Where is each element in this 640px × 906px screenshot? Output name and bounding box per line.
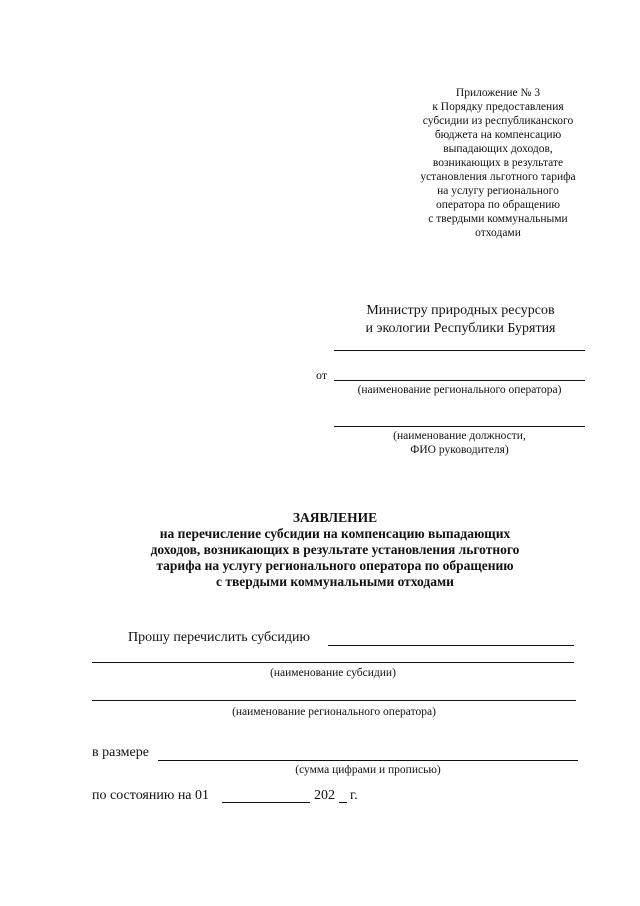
date-year-fill-line[interactable] (339, 802, 347, 803)
amount-fill-line[interactable] (158, 760, 578, 761)
date-month-fill-line[interactable] (222, 802, 310, 803)
appendix-line: на услугу регионального (437, 185, 559, 197)
appendix-line: бюджета на компенсацию (434, 129, 562, 141)
operator-name-fill-line[interactable] (92, 700, 576, 701)
date-suffix: г. (350, 788, 358, 803)
title-line: доходов, возникающих в результате установления льготного (150, 542, 520, 557)
amount-caption: (сумма цифрами и прописью) (295, 764, 441, 776)
title-line: на перечисление субсидии на компенсацию выпадающих (159, 526, 511, 541)
addressee-underline (334, 350, 585, 351)
subsidy-caption: (наименование субсидии) (270, 667, 396, 679)
position-fill-line[interactable] (334, 426, 585, 427)
date-year: 202 (314, 788, 335, 803)
title-heading: ЗАЯВЛЕНИЕ (292, 510, 378, 525)
addressee-line-2: и экологии Республики Бурятия (365, 321, 556, 336)
amount-prefix: в размере (92, 745, 149, 760)
appendix-line: выпадающих доходов, (443, 143, 553, 155)
position-caption-2: ФИО руководителя) (410, 444, 509, 456)
from-label: от (316, 368, 328, 382)
appendix-block (398, 86, 598, 240)
appendix-line: к Порядку предоставления (432, 101, 564, 113)
appendix-line: отходами (475, 227, 521, 239)
addressee-line-1: Министру природных ресурсов (366, 303, 555, 318)
title-line: тарифа на услугу регионального оператора по обращению (156, 558, 514, 573)
operator-name-caption: (наименование регионального оператора) (232, 706, 436, 718)
addressee-block (338, 302, 583, 338)
operator-caption: (наименование регионального оператора) (357, 384, 562, 396)
appendix-line: субсидии из республиканского (422, 115, 574, 127)
subsidy-fill-line-2[interactable] (92, 662, 574, 663)
title-line: с твердыми коммунальными отходами (216, 574, 454, 589)
statement-title (80, 510, 590, 590)
appendix-line: возникающих в результате (432, 157, 564, 169)
appendix-line: с твердыми коммунальными (428, 213, 568, 225)
position-caption-1: (наименование должности, (393, 430, 526, 442)
appendix-line: установления льготного тарифа (420, 171, 576, 183)
date-prefix: по состоянию на 01 (92, 788, 210, 803)
request-text: Прошу перечислить субсидию (128, 630, 310, 645)
appendix-line: оператора по обращению (435, 199, 560, 211)
appendix-line: Приложение № 3 (455, 87, 541, 99)
operator-fill-line[interactable] (334, 380, 585, 381)
subsidy-fill-line-1[interactable] (328, 645, 574, 646)
